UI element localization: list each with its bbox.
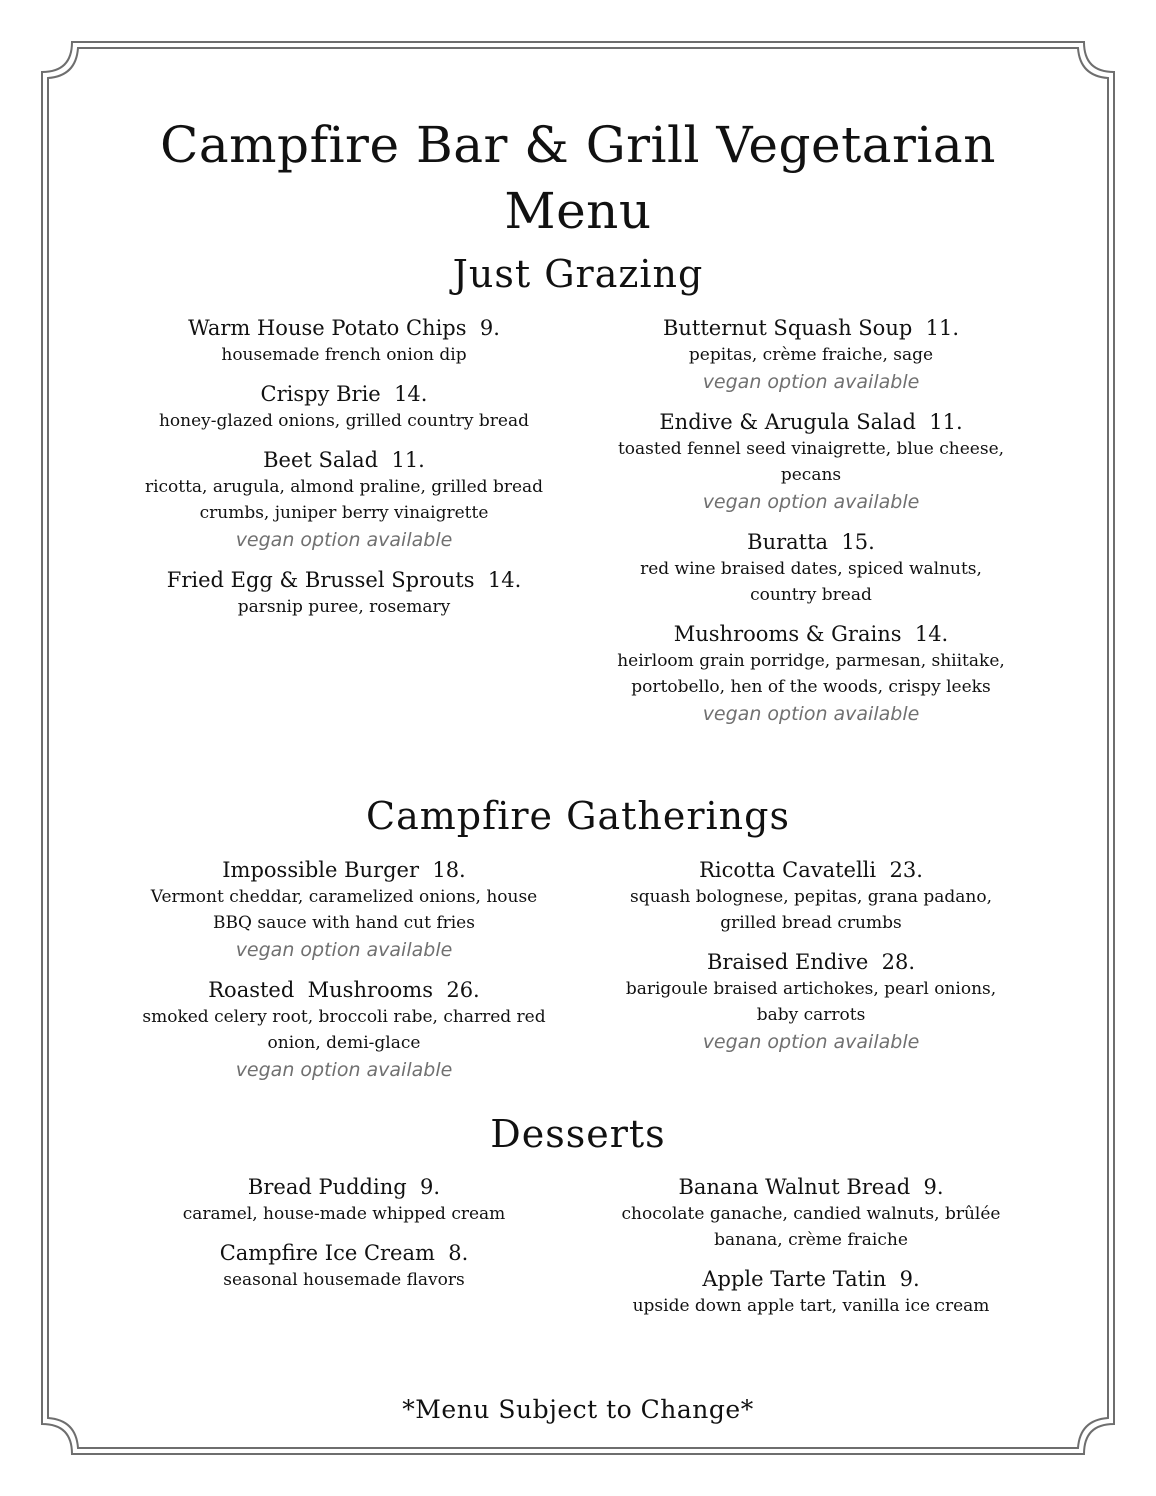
item-description: caramel, house-made whipped cream [182,1204,506,1224]
item-name: Impossible Burger 18. [222,858,466,882]
item-description: red wine braised dates, spiced walnuts, country bread [640,559,982,605]
item-name: Apple Tarte Tatin 9. [702,1267,920,1291]
vegan-note: vegan option available [702,1031,920,1053]
menu-item [134,566,554,620]
vegan-note: vegan option available [235,1059,453,1081]
menu-item [134,314,554,368]
section-heading-desserts: Desserts [490,1112,666,1156]
item-name: Campfire Ice Cream 8. [219,1241,469,1265]
just-grazing-left-column [134,314,554,632]
item-name: Beet Salad 11. [263,448,425,472]
menu-footer-note: *Menu Subject to Change* [402,1395,754,1424]
menu-item [601,948,1021,1056]
menu-item [601,620,1021,728]
menu-item [134,380,554,434]
menu-title: Campfire Bar & Grill Vegetarian Menu [160,116,996,240]
menu-item [134,1239,554,1293]
section-heading-campfire-gatherings: Campfire Gatherings [366,794,790,838]
item-description: chocolate ganache, candied walnuts, brûlée banana, crème fraiche [621,1204,1001,1250]
item-description: seasonal housemade flavors [223,1270,465,1290]
item-name: Bread Pudding 9. [247,1175,441,1199]
item-description: housemade french onion dip [221,345,467,365]
item-description: barigoule braised artichokes, pearl onions, baby carrots [625,979,997,1025]
item-description: toasted fennel seed vinaigrette, blue cheese, pecans [617,439,1005,485]
item-name: Crispy Brie 14. [260,382,428,406]
menu-item [134,446,554,554]
item-name: Mushrooms & Grains 14. [673,622,949,646]
vegan-note: vegan option available [235,529,453,551]
item-description: squash bolognese, pepitas, grana padano, grilled bread crumbs [629,887,993,933]
campfire-gatherings-left-column [134,856,554,1096]
item-name: Butternut Squash Soup 11. [662,316,960,340]
menu-item [601,1173,1021,1253]
item-description: ricotta, arugula, almond praline, grilled bread crumbs, juniper berry vinaigrette [144,477,544,523]
item-description: parsnip puree, rosemary [237,597,451,617]
menu-item [601,314,1021,396]
item-name: Roasted Mushrooms 26. [208,978,480,1002]
item-name: Buratta 15. [747,530,875,554]
item-description: pepitas, crème fraiche, sage [688,345,934,365]
item-name: Warm House Potato Chips 9. [188,316,500,340]
item-name: Ricotta Cavatelli 23. [699,858,923,882]
menu-item [601,856,1021,936]
menu-item [134,1173,554,1227]
vegan-note: vegan option available [235,939,453,961]
section-heading-just-grazing: Just Grazing [452,252,704,296]
menu-item [601,1265,1021,1319]
desserts-right-column [601,1173,1021,1331]
item-description: heirloom grain porridge, parmesan, shiitake, portobello, hen of the woods, crispy leeks [617,651,1005,697]
vegan-note: vegan option available [702,703,920,725]
campfire-gatherings-right-column [601,856,1021,1068]
item-description: smoked celery root, broccoli rabe, charred red onion, demi-glace [142,1007,546,1053]
item-name: Fried Egg & Brussel Sprouts 14. [166,568,522,592]
item-name: Banana Walnut Bread 9. [678,1175,944,1199]
menu-item [601,408,1021,516]
desserts-left-column [134,1173,554,1305]
item-name: Braised Endive 28. [706,950,916,974]
item-description: upside down apple tart, vanilla ice cream [632,1296,990,1316]
menu-item [601,528,1021,608]
item-description: Vermont cheddar, caramelized onions, house BBQ sauce with hand cut fries [150,887,538,933]
item-description: honey-glazed onions, grilled country bread [158,411,529,431]
vegan-note: vegan option available [702,371,920,393]
menu-item [134,856,554,964]
menu-item [134,976,554,1084]
item-name: Endive & Arugula Salad 11. [659,410,963,434]
just-grazing-right-column [601,314,1021,740]
vegan-note: vegan option available [702,491,920,513]
